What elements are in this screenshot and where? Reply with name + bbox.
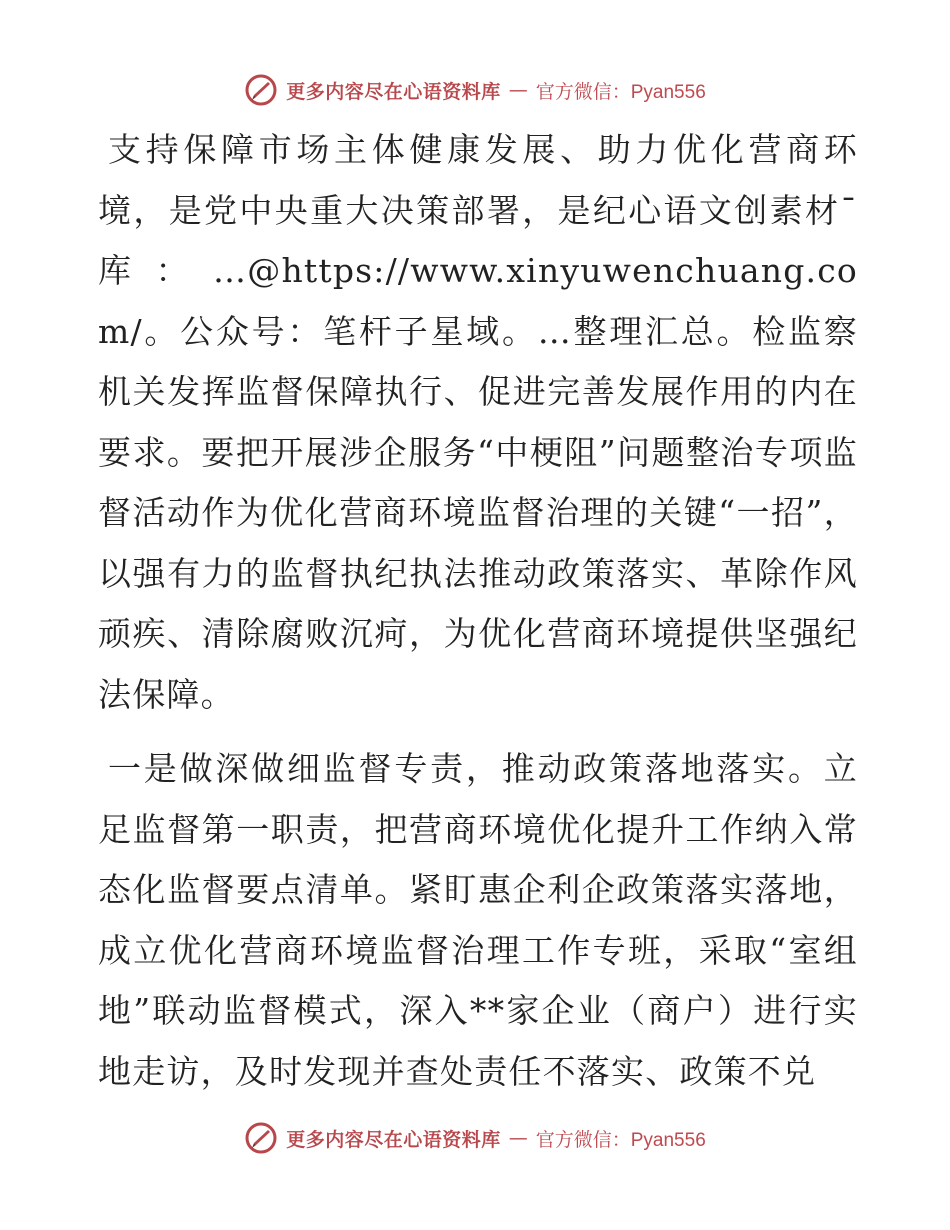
header-contact: 官方微信：Pyan556 [535, 81, 706, 103]
footer-separator: — [508, 1127, 528, 1149]
footer-brand-text: 更多内容尽在心语资料库 [286, 1128, 501, 1151]
header-separator: — [508, 79, 528, 101]
document-body [98, 120, 858, 1102]
page-footer-watermark [0, 1120, 950, 1156]
footer-contact: 官方微信：Pyan556 [535, 1129, 706, 1151]
page-header-watermark [0, 72, 950, 108]
header-brand-text: 更多内容尽在心语资料库 [286, 80, 501, 103]
brand-logo-icon [244, 73, 278, 107]
paragraph-2: 一是做深做细监督专责，推动政策落地落实。立足监督第一职责，把营商环境优化提升工作纳入常态化监督要点清单。紧盯惠企利企政策落实落地，成立优化营商环境监督治理工作专班，采取“室组地”联动监督模式，深入**家企业（商户）进行实地走访，及时发现并查处责任不落实、政策不兑 [98, 749, 858, 1091]
paragraph-1: 支持保障市场主体健康发展、助力优化营商环境，是党中央重大决策部署，是纪心语文创素材¯库：…@https://www.xinyuwenchuang.com/。公众号：笔杆子星域。…整理汇总。检监察机关发挥监督保障执行、促进完善发展作用的内在要求。要把开展涉企服务“中梗阻”问题整治专项监督活动作为优化营商环境监督治理的关键“一招”，以强有力的监督执纪执法推动政策落实、革除作风顽疾、清除腐败沉疴，为优化营商环境提供坚强纪法保障。 [98, 130, 858, 714]
brand-logo-icon [244, 1121, 278, 1155]
